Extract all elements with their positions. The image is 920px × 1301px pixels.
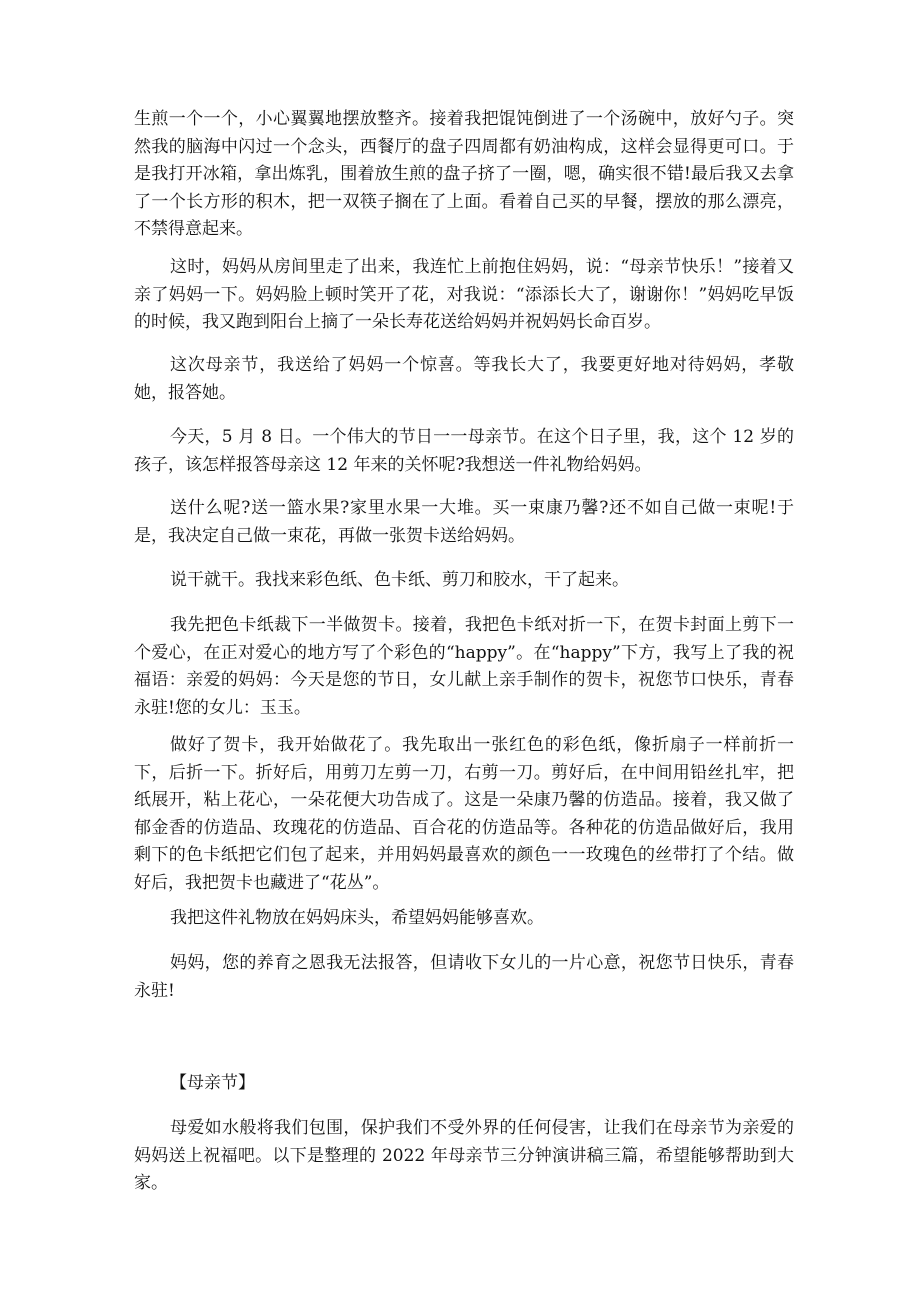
paragraph-greeting-card: 我先把色卡纸裁下一半做贺卡。接着，我把色卡纸对折一下，在贺卡封面上剪下一个爱心，在正对爱心的地方写了个彩色的“happy”。在“happy”下方，我写上了我的祝福语：亲爱的妈妈：今天是您的节日，女儿献上亲手制作的贺卡，祝您节口快乐，青春永驻!您的女儿：玉玉。 bbox=[134, 615, 794, 718]
paragraph-intro: 母爱如水般将我们包围，保护我们不受外界的任何侵害，让我们在母亲节为亲爱的妈妈送上祝福吧。以下是整理的 2022 年母亲节三分钟演讲稿三篇，希望能够帮助到大家。 bbox=[134, 1118, 794, 1193]
paragraph-breakfast: 生煎一个一个，小心翼翼地摆放整齐。接着我把馄饨倒进了一个汤碗中，放好勺子。突然我的脑海中闪过一个念头，西餐厅的盘子四周都有奶油构成，这样会显得更可口。于是我打开冰箱，拿出炼乳，围着放生煎的盘子挤了一圈，嗯，确实很不错!最后我又去拿了一个长方形的积木，把一双筷子搁在了上面。看着自己买的早餐，摆放的那么漂亮，不禁得意起来。 bbox=[134, 109, 794, 239]
paragraph-making-flowers: 做好了贺卡，我开始做花了。我先取出一张红色的彩色纸，像折扇子一样前折一下，后折一下。折好后，用剪刀左剪一刀，右剪一刀。剪好后，在中间用铅丝扎牢，把纸展开，粘上花心，一朵花便大功告成了。这是一朵康乃馨的仿造品。接着，我又做了郁金香的仿造品、玫瑰花的仿造品、百合花的仿造品等。各种花的仿造品做好后，我用剩下的色卡纸把它们包了起来，并用妈妈最喜欢的颜色一一玫瑰色的丝带打了个结。做好后，我把贺卡也藏进了“花丛”。 bbox=[134, 735, 794, 893]
paragraph-start-working: 说干就干。我找来彩色纸、色卡纸、剪刀和胶水，干了起来。 bbox=[170, 570, 629, 590]
paragraph-closing-wishes: 妈妈，您的养育之恩我无法报答，但请收下女儿的一片心意，祝您节日快乐，青春永驻! bbox=[134, 953, 794, 1001]
section-title: 【母亲节】 bbox=[170, 1073, 255, 1093]
paragraph-gift-placed: 我把这件礼物放在妈妈床头，希望妈妈能够喜欢。 bbox=[170, 908, 544, 928]
paragraph-may-eighth: 今天，5 月 8 日。一个伟大的节日一一母亲节。在这个日子里，我，这个 12 岁的孩子，该怎样报答母亲这 12 年来的关怀呢?我想送一件礼物给妈妈。 bbox=[134, 427, 794, 475]
paragraph-mother-comes-out: 这时，妈妈从房间里走了出来，我连忙上前抱住妈妈，说：“母亲节快乐！”接着又亲了妈妈一下。妈妈脸上顿时笑开了花，对我说：“添添长大了，谢谢你！”妈妈吃早饭的时候，我又跑到阳台上摘了一朵长寿花送给妈妈并祝妈妈长命百岁。 bbox=[134, 257, 794, 332]
paragraph-surprise: 这次母亲节，我送给了妈妈一个惊喜。等我长大了，我要更好地对待妈妈，孝敬她，报答她。 bbox=[134, 355, 794, 403]
paragraph-what-to-give: 送什么呢?送一篮水果?家里水果一大堆。买一束康乃馨?还不如自己做一束呢!于是，我决定自己做一束花，再做一张贺卡送给妈妈。 bbox=[134, 498, 794, 546]
